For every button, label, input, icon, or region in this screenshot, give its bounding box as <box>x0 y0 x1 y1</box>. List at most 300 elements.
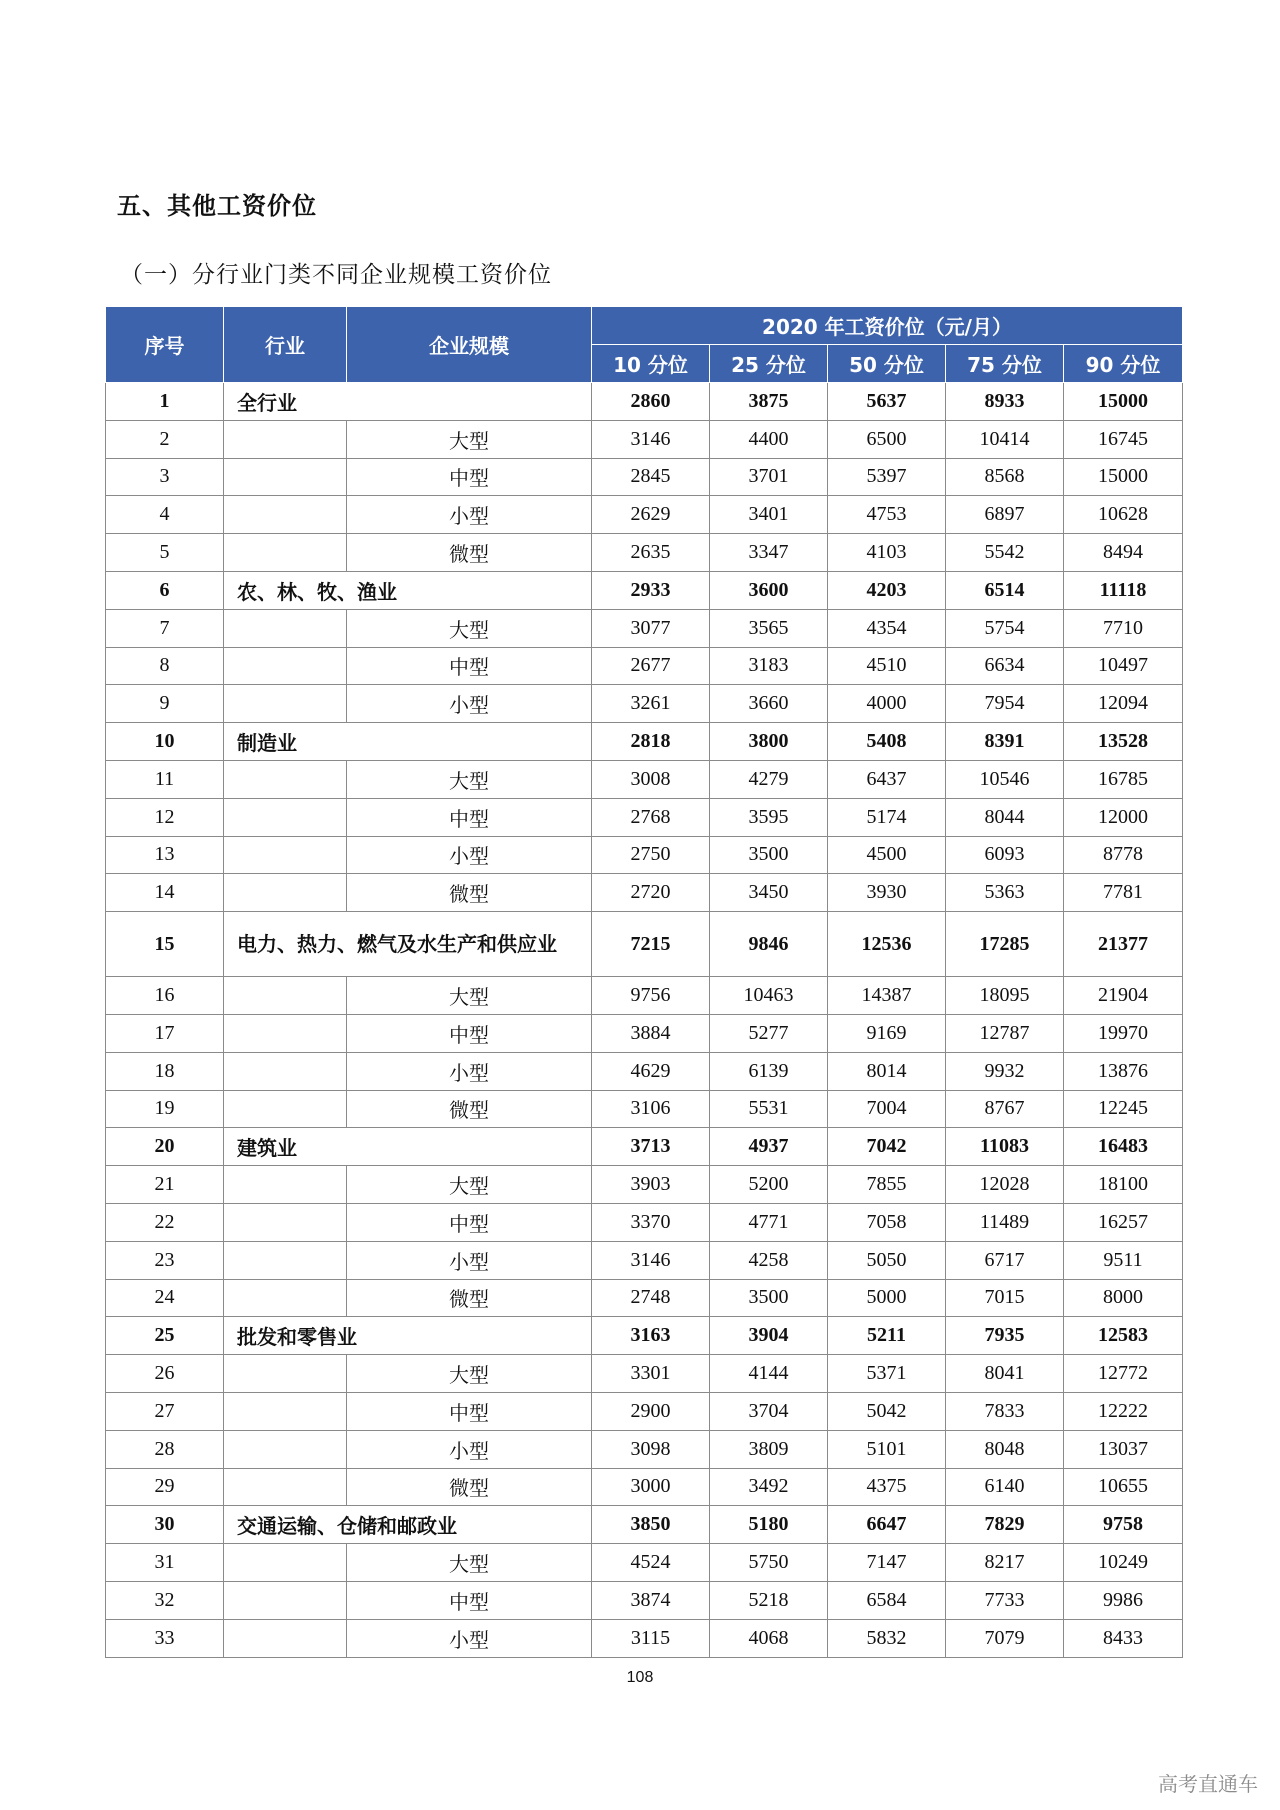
cell-seq: 20 <box>106 1128 224 1166</box>
cell-value: 7733 <box>946 1581 1064 1619</box>
cell-value: 2818 <box>592 723 710 761</box>
cell-value: 4400 <box>710 420 828 458</box>
cell-value: 12028 <box>946 1166 1064 1204</box>
cell-value: 4629 <box>592 1052 710 1090</box>
cell-seq: 13 <box>106 836 224 874</box>
cell-value: 16483 <box>1064 1128 1183 1166</box>
cell-value: 7710 <box>1064 609 1183 647</box>
cell-value: 9169 <box>828 1014 946 1052</box>
cell-value: 3450 <box>710 874 828 912</box>
cell-industry <box>224 1203 347 1241</box>
cell-value: 6717 <box>946 1241 1064 1279</box>
table-row <box>106 458 1183 496</box>
cell-size: 微型 <box>347 874 592 912</box>
cell-seq: 14 <box>106 874 224 912</box>
cell-value: 4258 <box>710 1241 828 1279</box>
cell-size: 中型 <box>347 1014 592 1052</box>
table-row <box>106 1203 1183 1241</box>
cell-value: 15000 <box>1064 458 1183 496</box>
cell-value: 9511 <box>1064 1241 1183 1279</box>
table-row <box>106 1468 1183 1506</box>
header-size: 企业规模 <box>347 307 592 383</box>
cell-value: 10497 <box>1064 647 1183 685</box>
cell-size: 小型 <box>347 1241 592 1279</box>
cell-value: 3809 <box>710 1430 828 1468</box>
table-row <box>106 874 1183 912</box>
cell-value: 6897 <box>946 496 1064 534</box>
cell-value: 12000 <box>1064 798 1183 836</box>
table-row <box>106 647 1183 685</box>
cell-seq: 5 <box>106 534 224 572</box>
cell-seq: 16 <box>106 977 224 1015</box>
cell-value: 5408 <box>828 723 946 761</box>
cell-value: 11083 <box>946 1128 1064 1166</box>
cell-size: 中型 <box>347 1203 592 1241</box>
cell-industry <box>224 1392 347 1430</box>
cell-value: 3850 <box>592 1506 710 1544</box>
cell-industry <box>224 1166 347 1204</box>
cell-value: 9756 <box>592 977 710 1015</box>
cell-seq: 3 <box>106 458 224 496</box>
cell-value: 8044 <box>946 798 1064 836</box>
cell-value: 2750 <box>592 836 710 874</box>
cell-value: 4203 <box>828 571 946 609</box>
cell-value: 3370 <box>592 1203 710 1241</box>
cell-value: 4103 <box>828 534 946 572</box>
cell-value: 10628 <box>1064 496 1183 534</box>
cell-value: 5371 <box>828 1355 946 1393</box>
cell-value: 2933 <box>592 571 710 609</box>
cell-value: 15000 <box>1064 383 1183 421</box>
cell-value: 2629 <box>592 496 710 534</box>
cell-value: 6093 <box>946 836 1064 874</box>
cell-seq: 22 <box>106 1203 224 1241</box>
cell-seq: 19 <box>106 1090 224 1128</box>
cell-value: 5531 <box>710 1090 828 1128</box>
cell-value: 9846 <box>710 912 828 977</box>
cell-value: 3183 <box>710 647 828 685</box>
table-row <box>106 1619 1183 1657</box>
cell-value: 4354 <box>828 609 946 647</box>
cell-industry <box>224 496 347 534</box>
cell-value: 3565 <box>710 609 828 647</box>
cell-industry <box>224 1468 347 1506</box>
cell-value: 5042 <box>828 1392 946 1430</box>
cell-size: 小型 <box>347 1430 592 1468</box>
cell-seq: 23 <box>106 1241 224 1279</box>
cell-industry <box>224 685 347 723</box>
cell-industry <box>224 1241 347 1279</box>
table-row <box>106 1279 1183 1317</box>
cell-size: 中型 <box>347 458 592 496</box>
cell-industry <box>224 836 347 874</box>
cell-seq: 1 <box>106 383 224 421</box>
cell-seq: 33 <box>106 1619 224 1657</box>
cell-value: 3500 <box>710 1279 828 1317</box>
header-p10: 10 分位 <box>592 345 710 383</box>
cell-size: 大型 <box>347 1166 592 1204</box>
cell-seq: 8 <box>106 647 224 685</box>
cell-industry: 批发和零售业 <box>224 1317 592 1355</box>
cell-size: 小型 <box>347 1052 592 1090</box>
cell-value: 4375 <box>828 1468 946 1506</box>
cell-value: 8000 <box>1064 1279 1183 1317</box>
cell-size: 微型 <box>347 1279 592 1317</box>
table-row <box>106 1317 1183 1355</box>
cell-industry <box>224 874 347 912</box>
cell-value: 18100 <box>1064 1166 1183 1204</box>
cell-size: 中型 <box>347 1581 592 1619</box>
cell-value: 12772 <box>1064 1355 1183 1393</box>
cell-seq: 9 <box>106 685 224 723</box>
cell-size: 中型 <box>347 798 592 836</box>
cell-value: 21377 <box>1064 912 1183 977</box>
table-row <box>106 1052 1183 1090</box>
cell-value: 6584 <box>828 1581 946 1619</box>
cell-industry: 制造业 <box>224 723 592 761</box>
table-row <box>106 1355 1183 1393</box>
cell-value: 7015 <box>946 1279 1064 1317</box>
cell-seq: 2 <box>106 420 224 458</box>
cell-value: 2635 <box>592 534 710 572</box>
cell-value: 5277 <box>710 1014 828 1052</box>
table-row <box>106 836 1183 874</box>
cell-size: 微型 <box>347 534 592 572</box>
cell-value: 8933 <box>946 383 1064 421</box>
cell-value: 12536 <box>828 912 946 977</box>
header-p75: 75 分位 <box>946 345 1064 383</box>
cell-value: 7004 <box>828 1090 946 1128</box>
cell-value: 5050 <box>828 1241 946 1279</box>
cell-size: 大型 <box>347 977 592 1015</box>
cell-value: 3077 <box>592 609 710 647</box>
cell-seq: 17 <box>106 1014 224 1052</box>
cell-value: 7079 <box>946 1619 1064 1657</box>
cell-seq: 25 <box>106 1317 224 1355</box>
cell-seq: 4 <box>106 496 224 534</box>
cell-value: 3347 <box>710 534 828 572</box>
cell-value: 9758 <box>1064 1506 1183 1544</box>
wage-table <box>105 306 1183 1658</box>
cell-size: 小型 <box>347 685 592 723</box>
cell-value: 2860 <box>592 383 710 421</box>
cell-value: 11489 <box>946 1203 1064 1241</box>
cell-value: 3874 <box>592 1581 710 1619</box>
cell-value: 3904 <box>710 1317 828 1355</box>
cell-industry <box>224 1544 347 1582</box>
cell-industry <box>224 1581 347 1619</box>
header-p90: 90 分位 <box>1064 345 1183 383</box>
table-row <box>106 496 1183 534</box>
cell-size: 大型 <box>347 609 592 647</box>
cell-value: 4500 <box>828 836 946 874</box>
cell-value: 6140 <box>946 1468 1064 1506</box>
cell-size: 小型 <box>347 496 592 534</box>
cell-industry <box>224 798 347 836</box>
table-row <box>106 534 1183 572</box>
table-row <box>106 1166 1183 1204</box>
cell-industry: 全行业 <box>224 383 592 421</box>
cell-value: 8041 <box>946 1355 1064 1393</box>
cell-value: 4510 <box>828 647 946 685</box>
cell-value: 8433 <box>1064 1619 1183 1657</box>
cell-value: 10655 <box>1064 1468 1183 1506</box>
table-row <box>106 977 1183 1015</box>
table-row <box>106 1544 1183 1582</box>
cell-value: 19970 <box>1064 1014 1183 1052</box>
cell-value: 5101 <box>828 1430 946 1468</box>
cell-seq: 28 <box>106 1430 224 1468</box>
cell-size: 大型 <box>347 760 592 798</box>
cell-value: 3163 <box>592 1317 710 1355</box>
cell-value: 3500 <box>710 836 828 874</box>
cell-value: 10546 <box>946 760 1064 798</box>
cell-industry <box>224 420 347 458</box>
cell-industry: 电力、热力、燃气及水生产和供应业 <box>224 912 592 977</box>
cell-value: 8391 <box>946 723 1064 761</box>
cell-value: 8494 <box>1064 534 1183 572</box>
cell-size: 中型 <box>347 1392 592 1430</box>
cell-value: 5754 <box>946 609 1064 647</box>
cell-value: 3098 <box>592 1430 710 1468</box>
cell-value: 7215 <box>592 912 710 977</box>
cell-industry <box>224 760 347 798</box>
cell-value: 13876 <box>1064 1052 1183 1090</box>
cell-value: 3704 <box>710 1392 828 1430</box>
cell-value: 2900 <box>592 1392 710 1430</box>
cell-value: 3115 <box>592 1619 710 1657</box>
cell-value: 7829 <box>946 1506 1064 1544</box>
cell-industry <box>224 647 347 685</box>
cell-value: 4144 <box>710 1355 828 1393</box>
cell-seq: 6 <box>106 571 224 609</box>
section-title: 五、其他工资价位 <box>117 192 317 220</box>
cell-value: 8778 <box>1064 836 1183 874</box>
cell-value: 3930 <box>828 874 946 912</box>
table-row <box>106 760 1183 798</box>
cell-value: 3146 <box>592 1241 710 1279</box>
cell-value: 5218 <box>710 1581 828 1619</box>
table-row <box>106 1430 1183 1468</box>
cell-value: 4937 <box>710 1128 828 1166</box>
cell-value: 3008 <box>592 760 710 798</box>
cell-seq: 7 <box>106 609 224 647</box>
table-row <box>106 1581 1183 1619</box>
table-row <box>106 798 1183 836</box>
table-row <box>106 1392 1183 1430</box>
cell-size: 大型 <box>347 1355 592 1393</box>
cell-value: 4000 <box>828 685 946 723</box>
cell-industry <box>224 1014 347 1052</box>
cell-value: 7954 <box>946 685 1064 723</box>
cell-value: 3903 <box>592 1166 710 1204</box>
cell-value: 5397 <box>828 458 946 496</box>
cell-value: 9932 <box>946 1052 1064 1090</box>
cell-value: 5542 <box>946 534 1064 572</box>
cell-value: 12583 <box>1064 1317 1183 1355</box>
cell-industry <box>224 1090 347 1128</box>
cell-value: 9986 <box>1064 1581 1183 1619</box>
cell-value: 5200 <box>710 1166 828 1204</box>
cell-value: 12222 <box>1064 1392 1183 1430</box>
cell-value: 10249 <box>1064 1544 1183 1582</box>
cell-industry: 交通运输、仓储和邮政业 <box>224 1506 592 1544</box>
cell-value: 3401 <box>710 496 828 534</box>
header-p50: 50 分位 <box>828 345 946 383</box>
cell-value: 10463 <box>710 977 828 1015</box>
cell-value: 5000 <box>828 1279 946 1317</box>
cell-seq: 10 <box>106 723 224 761</box>
cell-seq: 11 <box>106 760 224 798</box>
cell-value: 8217 <box>946 1544 1064 1582</box>
cell-value: 6437 <box>828 760 946 798</box>
cell-value: 2677 <box>592 647 710 685</box>
cell-value: 14387 <box>828 977 946 1015</box>
cell-industry <box>224 1355 347 1393</box>
cell-value: 5832 <box>828 1619 946 1657</box>
cell-industry <box>224 534 347 572</box>
cell-industry <box>224 1052 347 1090</box>
cell-value: 13037 <box>1064 1430 1183 1468</box>
header-group: 2020 年工资价位（元/月） <box>592 307 1183 345</box>
page-number: 108 <box>626 1669 654 1686</box>
cell-value: 5180 <box>710 1506 828 1544</box>
table-row <box>106 383 1183 421</box>
table-row <box>106 1241 1183 1279</box>
table-row <box>106 571 1183 609</box>
cell-value: 2720 <box>592 874 710 912</box>
cell-value: 3875 <box>710 383 828 421</box>
cell-value: 4524 <box>592 1544 710 1582</box>
cell-value: 3660 <box>710 685 828 723</box>
cell-size: 小型 <box>347 836 592 874</box>
cell-industry <box>224 609 347 647</box>
cell-value: 5174 <box>828 798 946 836</box>
cell-value: 16785 <box>1064 760 1183 798</box>
cell-value: 8048 <box>946 1430 1064 1468</box>
subsection-title: （一）分行业门类不同企业规模工资价位 <box>120 262 552 288</box>
cell-seq: 21 <box>106 1166 224 1204</box>
cell-value: 4771 <box>710 1203 828 1241</box>
cell-value: 12094 <box>1064 685 1183 723</box>
cell-value: 2845 <box>592 458 710 496</box>
cell-industry <box>224 1279 347 1317</box>
cell-value: 3301 <box>592 1355 710 1393</box>
cell-value: 3600 <box>710 571 828 609</box>
cell-value: 6514 <box>946 571 1064 609</box>
header-industry: 行业 <box>224 307 347 383</box>
cell-value: 5211 <box>828 1317 946 1355</box>
cell-value: 16745 <box>1064 420 1183 458</box>
table-row <box>106 723 1183 761</box>
cell-industry: 农、林、牧、渔业 <box>224 571 592 609</box>
table-row <box>106 420 1183 458</box>
table-row <box>106 1506 1183 1544</box>
cell-industry <box>224 977 347 1015</box>
cell-value: 7042 <box>828 1128 946 1166</box>
cell-value: 10414 <box>946 420 1064 458</box>
cell-seq: 24 <box>106 1279 224 1317</box>
table-row <box>106 912 1183 977</box>
cell-size: 微型 <box>347 1090 592 1128</box>
cell-value: 7935 <box>946 1317 1064 1355</box>
cell-value: 8767 <box>946 1090 1064 1128</box>
cell-value: 6139 <box>710 1052 828 1090</box>
cell-value: 8014 <box>828 1052 946 1090</box>
cell-value: 12245 <box>1064 1090 1183 1128</box>
cell-industry <box>224 1430 347 1468</box>
cell-value: 3261 <box>592 685 710 723</box>
cell-value: 3701 <box>710 458 828 496</box>
cell-value: 3000 <box>592 1468 710 1506</box>
cell-value: 3106 <box>592 1090 710 1128</box>
header-p25: 25 分位 <box>710 345 828 383</box>
cell-value: 6634 <box>946 647 1064 685</box>
cell-value: 3884 <box>592 1014 710 1052</box>
cell-value: 7833 <box>946 1392 1064 1430</box>
cell-value: 4068 <box>710 1619 828 1657</box>
cell-seq: 31 <box>106 1544 224 1582</box>
cell-value: 18095 <box>946 977 1064 1015</box>
cell-value: 7855 <box>828 1166 946 1204</box>
cell-value: 4279 <box>710 760 828 798</box>
cell-seq: 15 <box>106 912 224 977</box>
cell-size: 大型 <box>347 1544 592 1582</box>
cell-size: 中型 <box>347 647 592 685</box>
table-row <box>106 609 1183 647</box>
cell-value: 11118 <box>1064 571 1183 609</box>
cell-seq: 29 <box>106 1468 224 1506</box>
cell-industry: 建筑业 <box>224 1128 592 1166</box>
cell-value: 21904 <box>1064 977 1183 1015</box>
cell-value: 12787 <box>946 1014 1064 1052</box>
cell-value: 3595 <box>710 798 828 836</box>
cell-value: 5637 <box>828 383 946 421</box>
cell-value: 3713 <box>592 1128 710 1166</box>
cell-value: 5750 <box>710 1544 828 1582</box>
table-row <box>106 1090 1183 1128</box>
cell-value: 5363 <box>946 874 1064 912</box>
cell-value: 2768 <box>592 798 710 836</box>
cell-industry <box>224 458 347 496</box>
cell-size: 大型 <box>347 420 592 458</box>
cell-value: 3146 <box>592 420 710 458</box>
cell-value: 7058 <box>828 1203 946 1241</box>
cell-size: 微型 <box>347 1468 592 1506</box>
cell-seq: 32 <box>106 1581 224 1619</box>
cell-size: 小型 <box>347 1619 592 1657</box>
header-seq: 序号 <box>106 307 224 383</box>
cell-value: 6500 <box>828 420 946 458</box>
cell-seq: 30 <box>106 1506 224 1544</box>
cell-value: 17285 <box>946 912 1064 977</box>
cell-value: 3492 <box>710 1468 828 1506</box>
cell-value: 4753 <box>828 496 946 534</box>
cell-value: 3800 <box>710 723 828 761</box>
table-row <box>106 1014 1183 1052</box>
cell-value: 16257 <box>1064 1203 1183 1241</box>
cell-value: 7781 <box>1064 874 1183 912</box>
cell-value: 6647 <box>828 1506 946 1544</box>
cell-value: 7147 <box>828 1544 946 1582</box>
table-row <box>106 685 1183 723</box>
cell-value: 13528 <box>1064 723 1183 761</box>
table-row <box>106 1128 1183 1166</box>
cell-value: 8568 <box>946 458 1064 496</box>
cell-value: 2748 <box>592 1279 710 1317</box>
cell-seq: 18 <box>106 1052 224 1090</box>
cell-industry <box>224 1619 347 1657</box>
